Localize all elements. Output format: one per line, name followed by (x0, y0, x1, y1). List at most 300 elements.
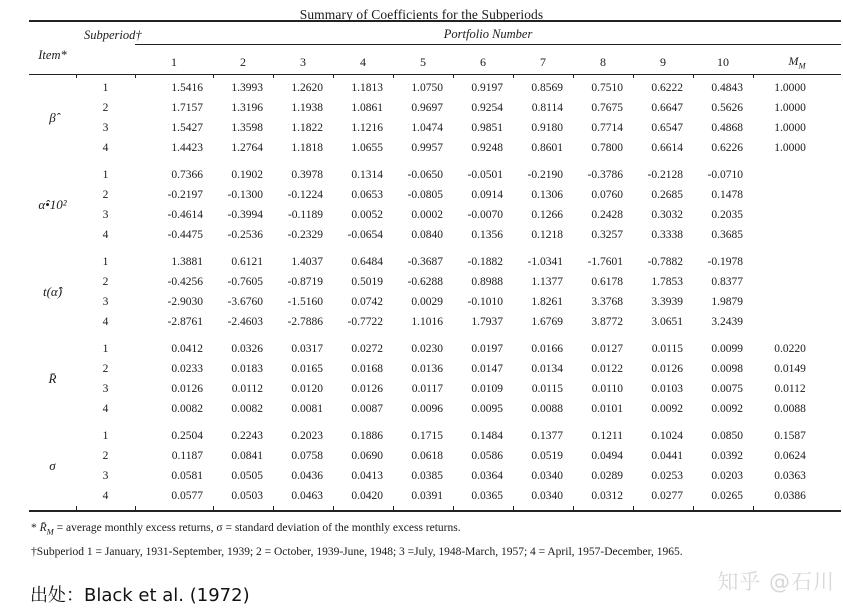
table-row (29, 312, 841, 332)
table-row (29, 292, 841, 312)
portfolio-column-header-6: 6 (453, 44, 513, 74)
value-cell: -0.2329 (287, 229, 323, 242)
value-cell: 0.4868 (711, 122, 743, 135)
block-spacer-cell (29, 419, 841, 426)
value-cell: 0.0505 (231, 470, 263, 483)
portfolio-column-header-7: 7 (513, 44, 573, 74)
market-value-cell (753, 312, 841, 332)
value-cell: -0.6288 (407, 276, 443, 289)
market-value-cell: 0.0112 (774, 383, 806, 396)
value-cell: 0.0117 (411, 383, 443, 396)
subperiod-cell: 2 (102, 102, 109, 115)
value-cell: 1.1377 (531, 276, 563, 289)
value-cell: 0.0317 (291, 343, 323, 356)
value-cell: 0.0277 (651, 490, 683, 503)
value-cell: 0.1218 (531, 229, 563, 242)
value-cell: 1.0750 (411, 82, 443, 95)
market-column-header (753, 44, 841, 74)
value-cell: 0.0253 (651, 470, 683, 483)
value-cell: 0.0365 (471, 490, 503, 503)
value-cell: 0.0029 (411, 296, 443, 309)
value-cell: 3.3939 (651, 296, 683, 309)
value-cell: 0.6614 (651, 142, 683, 155)
value-cell: 1.0474 (411, 122, 443, 135)
portfolio-column-header-5: 5 (393, 44, 453, 74)
table-row (29, 359, 841, 379)
value-cell: -0.7605 (227, 276, 263, 289)
table-row (29, 339, 841, 359)
value-cell: 0.6121 (231, 256, 263, 269)
value-cell: 0.0168 (351, 363, 383, 376)
table-row (29, 466, 841, 486)
block-spacer-cell (29, 332, 841, 339)
value-cell: -1.7601 (587, 256, 623, 269)
value-cell: 0.0122 (591, 363, 623, 376)
market-value-cell: 0.0220 (774, 343, 806, 356)
value-cell: -0.4614 (167, 209, 203, 222)
value-cell: -0.2190 (527, 169, 563, 182)
value-cell: -0.1010 (467, 296, 503, 309)
value-cell: 0.1306 (531, 189, 563, 202)
value-cell: 0.0436 (291, 470, 323, 483)
value-cell: -0.4475 (167, 229, 203, 242)
value-cell: 1.2620 (291, 82, 323, 95)
portfolio-column-header-3: 3 (273, 44, 333, 74)
value-cell: 0.0581 (171, 470, 203, 483)
value-cell: 0.1314 (351, 169, 383, 182)
value-cell: 1.2764 (231, 142, 263, 155)
value-cell: 0.1478 (711, 189, 743, 202)
value-cell: 0.8569 (531, 82, 563, 95)
value-cell: -0.7722 (347, 316, 383, 329)
value-cell: 0.0690 (351, 450, 383, 463)
subperiod-cell: 1 (102, 343, 109, 356)
block-spacer (29, 332, 841, 339)
value-cell: 0.0126 (351, 383, 383, 396)
subperiod-cell: 4 (102, 142, 109, 155)
market-value-cell: 0.1587 (774, 430, 806, 443)
value-cell: -0.1224 (287, 189, 323, 202)
value-cell: 3.8772 (591, 316, 623, 329)
value-cell: 0.0364 (471, 470, 503, 483)
value-cell: 0.0340 (531, 470, 563, 483)
value-cell: -0.0501 (467, 169, 503, 182)
value-cell: 0.7800 (591, 142, 623, 155)
market-value-cell: 0.0624 (774, 450, 806, 463)
value-cell: 0.0758 (291, 450, 323, 463)
value-cell: -0.0650 (407, 169, 443, 182)
value-cell: 1.6769 (531, 316, 563, 329)
portfolio-number-group-header: Portfolio Number (135, 21, 841, 44)
value-cell: 0.8377 (711, 276, 743, 289)
market-value-cell: 1.0000 (774, 102, 806, 115)
value-cell: 0.0109 (471, 383, 503, 396)
subperiod-cell: 1 (102, 169, 109, 182)
value-cell: 1.1818 (291, 142, 323, 155)
market-value-cell (753, 252, 841, 272)
summary-table (29, 20, 841, 512)
subperiod-cell: 2 (102, 276, 109, 289)
value-cell: -0.1189 (287, 209, 323, 222)
value-cell: 0.0653 (351, 189, 383, 202)
value-cell: -0.1978 (707, 256, 743, 269)
value-cell: 0.9851 (471, 122, 503, 135)
subperiod-cell: 1 (102, 256, 109, 269)
value-cell: 0.6647 (651, 102, 683, 115)
value-cell: 0.0088 (531, 403, 563, 416)
value-cell: -2.4603 (227, 316, 263, 329)
value-cell: 0.2243 (231, 430, 263, 443)
value-cell: 1.1216 (351, 122, 383, 135)
value-cell: -0.0070 (467, 209, 503, 222)
value-cell: 0.3685 (711, 229, 743, 242)
market-value-cell: 0.0088 (774, 403, 806, 416)
value-cell: 0.0265 (711, 490, 743, 503)
value-cell: 1.1813 (351, 82, 383, 95)
value-cell: 3.3768 (591, 296, 623, 309)
value-cell: 0.1266 (531, 209, 563, 222)
portfolio-column-header-2: 2 (213, 44, 273, 74)
value-cell: 1.1938 (291, 102, 323, 115)
value-cell: 0.0289 (591, 470, 623, 483)
value-cell: 0.0312 (591, 490, 623, 503)
subperiod-column-header: Subperiod† (84, 28, 142, 42)
value-cell: -0.3687 (407, 256, 443, 269)
block-spacer (29, 245, 841, 252)
table-row (29, 426, 841, 446)
rm-symbol (39, 522, 54, 537)
market-value-cell: 0.0363 (774, 470, 806, 483)
value-cell: 0.1024 (651, 430, 683, 443)
value-cell: 0.2685 (651, 189, 683, 202)
value-cell: 0.6178 (591, 276, 623, 289)
value-cell: 0.0392 (711, 450, 743, 463)
value-cell: 0.0096 (411, 403, 443, 416)
value-cell: 0.0052 (351, 209, 383, 222)
value-cell: -2.8761 (167, 316, 203, 329)
value-cell: 0.0103 (651, 383, 683, 396)
subperiod-cell: 2 (102, 363, 109, 376)
value-cell: 0.0075 (711, 383, 743, 396)
table-body (29, 78, 841, 506)
value-cell: 0.0183 (231, 363, 263, 376)
value-cell: 0.9180 (531, 122, 563, 135)
value-cell: 0.9248 (471, 142, 503, 155)
value-cell: 0.0760 (591, 189, 623, 202)
value-cell: 0.0115 (531, 383, 563, 396)
block-spacer-cell (29, 158, 841, 165)
market-value-cell: 0.0149 (774, 363, 806, 376)
table-row (29, 118, 841, 138)
value-cell: 1.0655 (351, 142, 383, 155)
value-cell: -0.2536 (227, 229, 263, 242)
value-cell: 0.1356 (471, 229, 503, 242)
value-cell: 0.0503 (231, 490, 263, 503)
value-cell: -3.6760 (227, 296, 263, 309)
market-value-cell (753, 165, 841, 185)
value-cell: 0.0914 (471, 189, 503, 202)
value-cell: 0.3338 (651, 229, 683, 242)
rm-symbol-subscript: M (46, 526, 54, 537)
subperiod-cell: 4 (102, 229, 109, 242)
value-cell: 0.6226 (711, 142, 743, 155)
value-cell: 0.0099 (711, 343, 743, 356)
value-cell: 1.4423 (171, 142, 203, 155)
value-cell: 1.9879 (711, 296, 743, 309)
value-cell: 0.9197 (471, 82, 503, 95)
table-row (29, 185, 841, 205)
value-cell: 1.1016 (411, 316, 443, 329)
source-caption: 出处：Black et al. (1972) (30, 585, 250, 606)
value-cell: 0.5626 (711, 102, 743, 115)
value-cell: 0.0618 (411, 450, 443, 463)
value-cell: 0.0326 (231, 343, 263, 356)
table-row (29, 486, 841, 506)
table-row (29, 205, 841, 225)
value-cell: 0.0002 (411, 209, 443, 222)
value-cell: 1.8261 (531, 296, 563, 309)
subperiod-cell: 2 (102, 189, 109, 202)
subperiod-cell: 3 (102, 470, 109, 483)
item-column-header: Item* (29, 21, 76, 74)
value-cell: -0.3786 (587, 169, 623, 182)
footnotes (31, 521, 843, 560)
value-cell: 0.0098 (711, 363, 743, 376)
table-row (29, 446, 841, 466)
table-row (29, 165, 841, 185)
value-cell: 0.0463 (291, 490, 323, 503)
value-cell: 0.0420 (351, 490, 383, 503)
row-group-label: t(α̂) (42, 284, 63, 300)
subperiod-cell: 4 (102, 403, 109, 416)
value-cell: 0.1211 (591, 430, 623, 443)
value-cell: 0.3032 (651, 209, 683, 222)
value-cell: 0.0082 (171, 403, 203, 416)
footnote-star (31, 521, 843, 538)
value-cell: 0.0081 (291, 403, 323, 416)
value-cell: 0.9254 (471, 102, 503, 115)
block-spacer (29, 419, 841, 426)
market-symbol: M (788, 53, 799, 68)
table-row (29, 78, 841, 98)
market-value-cell: 1.0000 (774, 142, 806, 155)
value-cell: 0.0272 (351, 343, 383, 356)
value-cell: 0.1886 (351, 430, 383, 443)
value-cell: 0.0115 (651, 343, 683, 356)
value-cell: 0.0134 (531, 363, 563, 376)
market-value-cell (753, 272, 841, 292)
value-cell: 0.2023 (291, 430, 323, 443)
value-cell: 0.0233 (171, 363, 203, 376)
value-cell: 1.7157 (171, 102, 203, 115)
value-cell: 0.0391 (411, 490, 443, 503)
value-cell: 0.0101 (591, 403, 623, 416)
value-cell: 0.7714 (591, 122, 623, 135)
table-row (29, 98, 841, 118)
value-cell: 1.5427 (171, 122, 203, 135)
portfolio-column-header-10: 10 (693, 44, 753, 74)
footnote-star-text: = average monthly excess returns, σ = standard deviation of the monthly excess returns. (53, 522, 461, 535)
table-row (29, 252, 841, 272)
value-cell: 0.0577 (171, 490, 203, 503)
table-row (29, 272, 841, 292)
value-cell: -0.8719 (287, 276, 323, 289)
value-cell: 0.3978 (291, 169, 323, 182)
value-cell: 0.2504 (171, 430, 203, 443)
value-cell: 3.0651 (651, 316, 683, 329)
watermark: 知乎 @石川 (717, 570, 835, 594)
subperiod-cell: 1 (102, 82, 109, 95)
value-cell: 0.0136 (411, 363, 443, 376)
value-cell: 0.0197 (471, 343, 503, 356)
market-value-cell (753, 292, 841, 312)
market-value-cell: 1.0000 (774, 122, 806, 135)
value-cell: -0.7882 (647, 256, 683, 269)
subperiod-cell: 4 (102, 490, 109, 503)
value-cell: 0.5019 (351, 276, 383, 289)
value-cell: -0.2128 (647, 169, 683, 182)
value-cell: 0.0165 (291, 363, 323, 376)
column-ticks-bottom (29, 506, 841, 511)
market-value-cell (753, 185, 841, 205)
table-header (29, 21, 841, 74)
value-cell: 0.2035 (711, 209, 743, 222)
value-cell: 0.0147 (471, 363, 503, 376)
subperiod-cell: 3 (102, 122, 109, 135)
value-cell: 1.5416 (171, 82, 203, 95)
value-cell: 1.3993 (231, 82, 263, 95)
value-cell: 0.0441 (651, 450, 683, 463)
value-cell: 1.1822 (291, 122, 323, 135)
value-cell: 0.1187 (171, 450, 203, 463)
value-cell: 0.8601 (531, 142, 563, 155)
value-cell: 0.7675 (591, 102, 623, 115)
footnote-dagger: †Subperiod 1 = January, 1931-September, 1939; 2 = October, 1939-June, 1948; 3 =July, 1948-March, 1957; 4 = April, 1957-December, 1965. (31, 546, 683, 559)
subperiod-header-spacer (76, 44, 135, 74)
value-cell: -0.1882 (467, 256, 503, 269)
value-cell: 0.0203 (711, 470, 743, 483)
value-cell: -0.3994 (227, 209, 263, 222)
table-row (29, 225, 841, 245)
value-cell: 0.3257 (591, 229, 623, 242)
value-cell: -0.0710 (707, 169, 743, 182)
value-cell: 0.0385 (411, 470, 443, 483)
value-cell: 0.7510 (591, 82, 623, 95)
value-cell: 1.0861 (351, 102, 383, 115)
portfolio-column-header-8: 8 (573, 44, 633, 74)
table-title: Summary of Coefficients for the Subperiods (299, 7, 544, 22)
value-cell: 0.1484 (471, 430, 503, 443)
value-cell: -0.1300 (227, 189, 263, 202)
portfolio-column-header-1: 1 (135, 44, 213, 74)
value-cell: 0.9957 (411, 142, 443, 155)
value-cell: 3.2439 (711, 316, 743, 329)
value-cell: -0.0654 (347, 229, 383, 242)
portfolio-column-header-4: 4 (333, 44, 393, 74)
value-cell: 0.0413 (351, 470, 383, 483)
row-group-label: α̂•10² (38, 197, 67, 213)
value-cell: -1.5160 (287, 296, 323, 309)
value-cell: 0.0230 (411, 343, 443, 356)
value-cell: 0.6222 (651, 82, 683, 95)
market-value-cell: 0.0386 (774, 490, 806, 503)
row-group-label: β̂ (49, 110, 56, 126)
market-value-cell (753, 205, 841, 225)
value-cell: -2.9030 (167, 296, 203, 309)
value-cell: 1.7853 (651, 276, 683, 289)
value-cell: 0.4843 (711, 82, 743, 95)
value-cell: 0.0412 (171, 343, 203, 356)
subperiod-cell: 1 (102, 430, 109, 443)
value-cell: 0.0092 (651, 403, 683, 416)
value-cell: 0.9697 (411, 102, 443, 115)
footnote-star-marker: * (31, 522, 40, 535)
row-group-label: σ (49, 458, 56, 474)
value-cell: 0.0112 (231, 383, 263, 396)
value-cell: 0.0092 (711, 403, 743, 416)
value-cell: 1.4037 (291, 256, 323, 269)
value-cell: 1.3598 (231, 122, 263, 135)
row-group-label: R̄ (48, 371, 57, 387)
table-row (29, 399, 841, 419)
value-cell: 0.0166 (531, 343, 563, 356)
subperiod-cell: 2 (102, 450, 109, 463)
table-row (29, 138, 841, 158)
block-spacer-cell (29, 245, 841, 252)
value-cell: 0.0494 (591, 450, 623, 463)
value-cell: 0.0841 (231, 450, 263, 463)
value-cell: 1.3881 (171, 256, 203, 269)
value-cell: 0.0082 (231, 403, 263, 416)
value-cell: 0.1377 (531, 430, 563, 443)
value-cell: 0.0519 (531, 450, 563, 463)
value-cell: 1.3196 (231, 102, 263, 115)
value-cell: 0.7366 (171, 169, 203, 182)
value-cell: 0.0742 (351, 296, 383, 309)
market-value-cell: 1.0000 (774, 82, 806, 95)
value-cell: 0.0126 (651, 363, 683, 376)
value-cell: -0.2197 (167, 189, 203, 202)
subperiod-cell: 4 (102, 316, 109, 329)
value-cell: 0.0126 (171, 383, 203, 396)
subperiod-cell: 3 (102, 296, 109, 309)
value-cell: 0.6484 (351, 256, 383, 269)
value-cell: 0.8114 (531, 102, 563, 115)
subperiod-cell: 3 (102, 383, 109, 396)
value-cell: -0.0805 (407, 189, 443, 202)
value-cell: 0.0850 (711, 430, 743, 443)
portfolio-column-header-9: 9 (633, 44, 693, 74)
value-cell: 0.0095 (471, 403, 503, 416)
value-cell: 0.6547 (651, 122, 683, 135)
market-value-cell (753, 225, 841, 245)
value-cell: 0.1715 (411, 430, 443, 443)
market-symbol-subscript: M (798, 59, 806, 70)
value-cell: -0.4256 (167, 276, 203, 289)
value-cell: 0.0110 (591, 383, 623, 396)
rm-symbol-base: R̄ (39, 522, 47, 535)
value-cell: 0.0340 (531, 490, 563, 503)
value-cell: 0.0586 (471, 450, 503, 463)
value-cell: 0.0127 (591, 343, 623, 356)
value-cell: 0.0120 (291, 383, 323, 396)
value-cell: 0.8988 (471, 276, 503, 289)
value-cell: 0.1902 (231, 169, 263, 182)
value-cell: 0.2428 (591, 209, 623, 222)
value-cell: 0.0087 (351, 403, 383, 416)
table-row (29, 379, 841, 399)
block-spacer (29, 158, 841, 165)
